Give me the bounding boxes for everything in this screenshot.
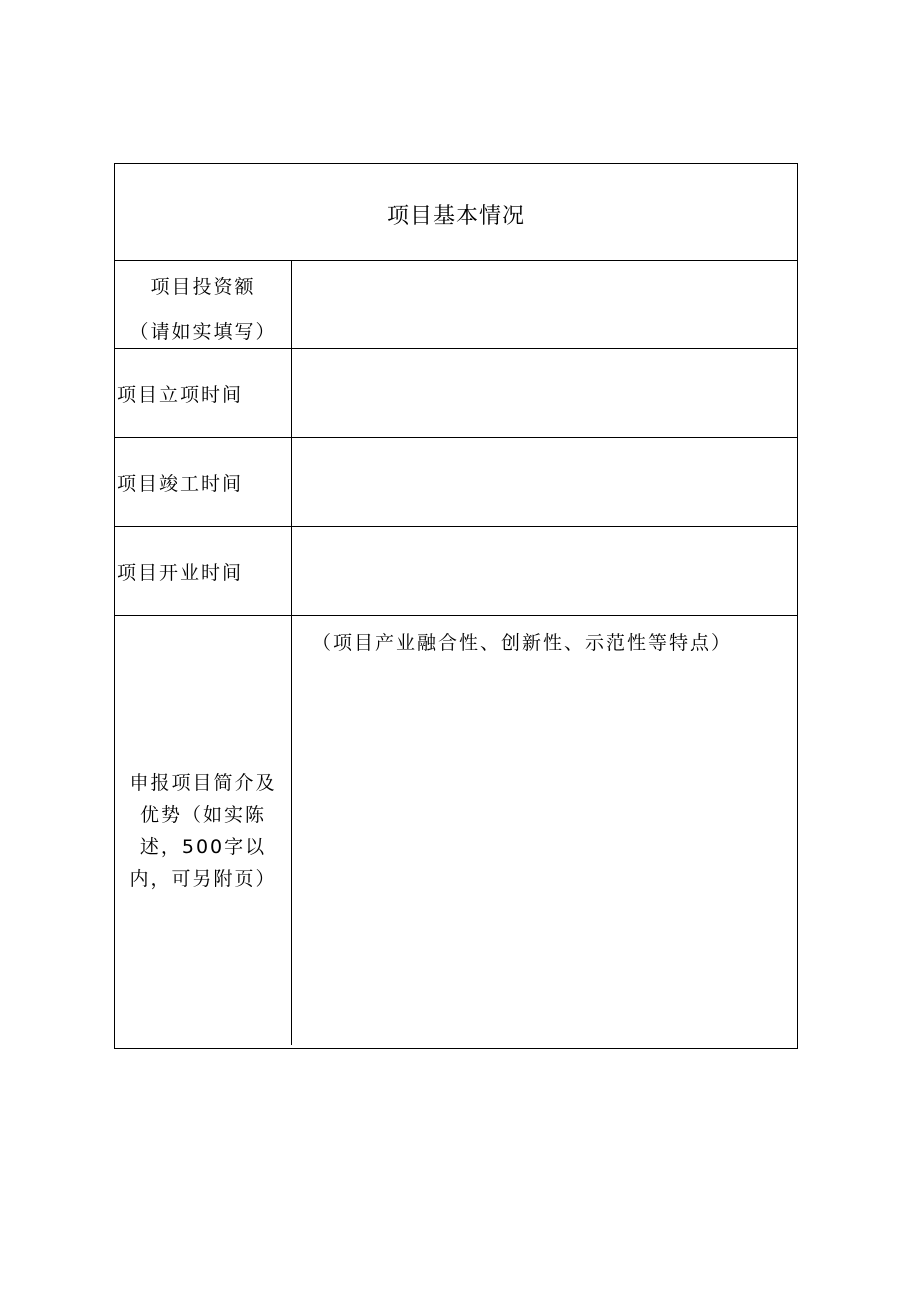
opening-date-label: 项目开业时间 bbox=[117, 561, 244, 584]
completion-date-value-cell[interactable] bbox=[292, 438, 797, 526]
project-intro-label-cell bbox=[115, 616, 292, 1045]
investment-label: 项目投资额 bbox=[150, 276, 256, 298]
opening-date-label-cell bbox=[115, 527, 292, 615]
investment-row bbox=[115, 261, 797, 349]
completion-date-row bbox=[115, 438, 797, 527]
project-intro-label: 申报项目简介及优势（如实陈述，500字以内，可另附页） bbox=[129, 771, 277, 890]
project-intro-row bbox=[115, 616, 797, 1045]
investment-value-cell[interactable] bbox=[292, 261, 797, 348]
project-intro-value-cell[interactable] bbox=[292, 616, 797, 1045]
completion-date-label: 项目竣工时间 bbox=[117, 472, 244, 495]
investment-label-cell bbox=[115, 261, 292, 348]
opening-date-value-cell[interactable] bbox=[292, 527, 797, 615]
approval-date-label-cell bbox=[115, 349, 292, 437]
project-info-table bbox=[114, 163, 798, 1049]
completion-date-label-cell bbox=[115, 438, 292, 526]
approval-date-label: 项目立项时间 bbox=[117, 383, 244, 406]
opening-date-row bbox=[115, 527, 797, 616]
approval-date-value-cell[interactable] bbox=[292, 349, 797, 437]
table-title-row bbox=[115, 164, 797, 261]
project-intro-hint: （项目产业融合性、创新性、示范性等特点） bbox=[312, 632, 733, 654]
approval-date-row bbox=[115, 349, 797, 438]
table-title: 项目基本情况 bbox=[386, 203, 525, 229]
investment-label-note: （请如实填写） bbox=[129, 321, 277, 343]
